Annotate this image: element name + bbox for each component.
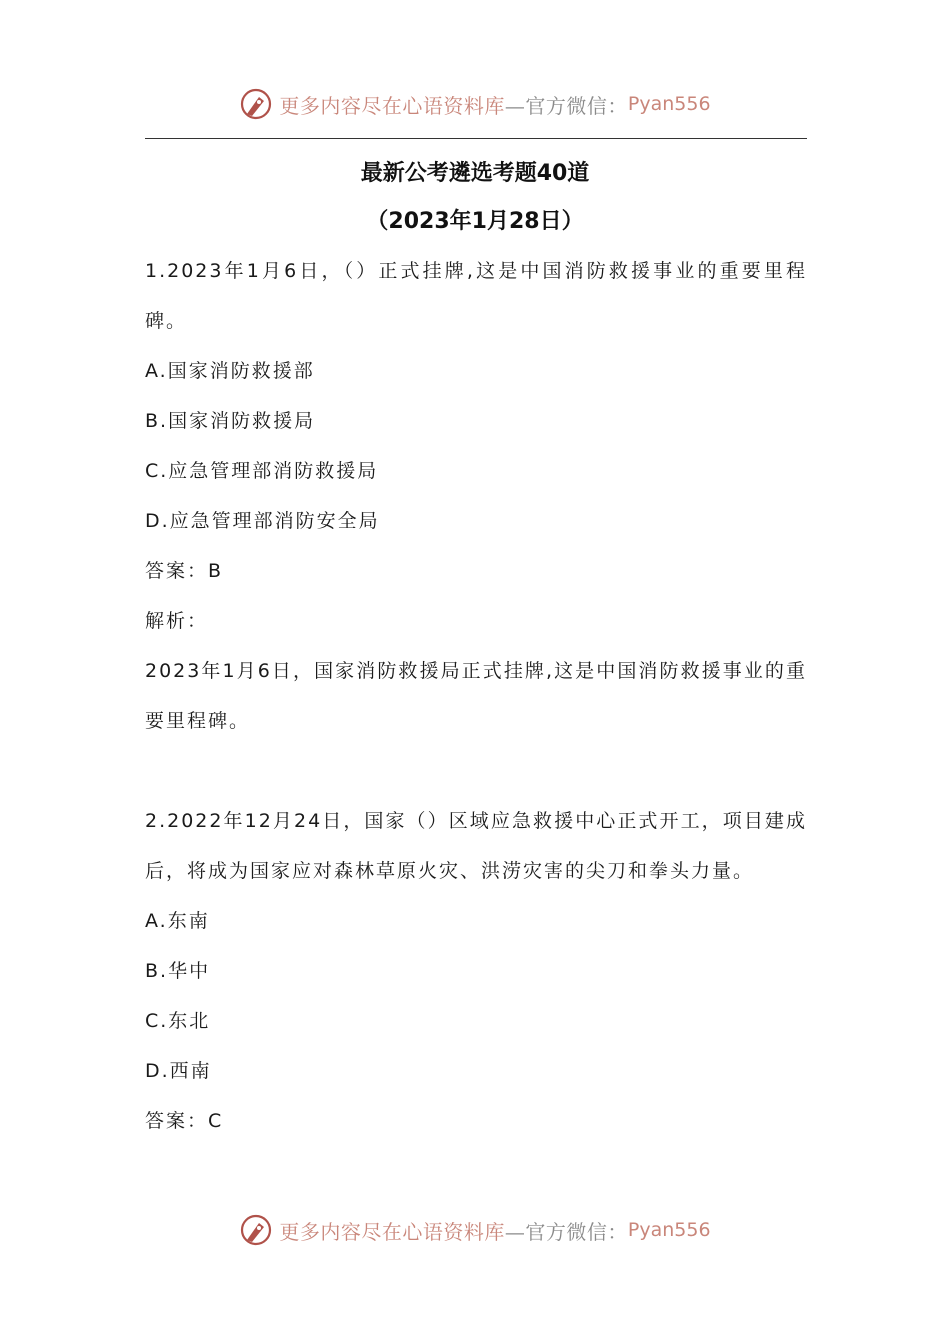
footer-brand-text: 更多内容尽在心语资料库 [279, 1219, 505, 1244]
question-2-answer: 答案：C [145, 1110, 224, 1132]
question-1-option-b: B.国家消防救援局 [145, 410, 316, 432]
header-brand-text: 更多内容尽在心语资料库 [279, 93, 505, 118]
document-title: 最新公考遴选考题40道 [360, 161, 590, 186]
question-2-option-d: D.西南 [145, 1060, 212, 1082]
page-header [0, 84, 950, 124]
question-spacer [145, 746, 807, 796]
question-1-option-d: D.应急管理部消防安全局 [145, 510, 380, 532]
question-1-stem: 1.2023年1月6日，（）正式挂牌,这是中国消防救援事业的重要里程碑。 [145, 260, 807, 332]
questions-content [145, 246, 807, 1146]
pen-nib-logo-icon [239, 87, 273, 121]
question-2-option-a: A.东南 [145, 910, 210, 932]
page-footer [0, 1210, 950, 1250]
document-date: （2023年1月28日） [366, 209, 584, 234]
question-1-option-a: A.国家消防救援部 [145, 360, 315, 382]
pen-nib-logo-icon [239, 1213, 273, 1247]
question-2-stem: 2.2022年12月24日，国家（）区域应急救援中心正式开工，项目建成后，将成为国家应对森林草原火灾、洪涝灾害的尖刀和拳头力量。 [145, 810, 807, 882]
footer-contact-label: —官方微信： [504, 1219, 628, 1244]
question-1-answer: 答案：B [145, 560, 224, 582]
header-contact-label: —官方微信： [504, 93, 628, 118]
question-1-analysis: 2023年1月6日，国家消防救援局正式挂牌,这是中国消防救援事业的重要里程碑。 [145, 660, 807, 732]
footer-wechat-id: Pyan556 [627, 1219, 711, 1241]
question-1-analysis-label: 解析： [145, 610, 209, 632]
question-2-option-c: C.东北 [145, 1010, 211, 1032]
question-1-option-c: C.应急管理部消防救援局 [145, 460, 379, 482]
header-divider [145, 138, 807, 139]
header-wechat-id: Pyan556 [627, 93, 711, 115]
question-2-option-b: B.华中 [145, 960, 211, 982]
